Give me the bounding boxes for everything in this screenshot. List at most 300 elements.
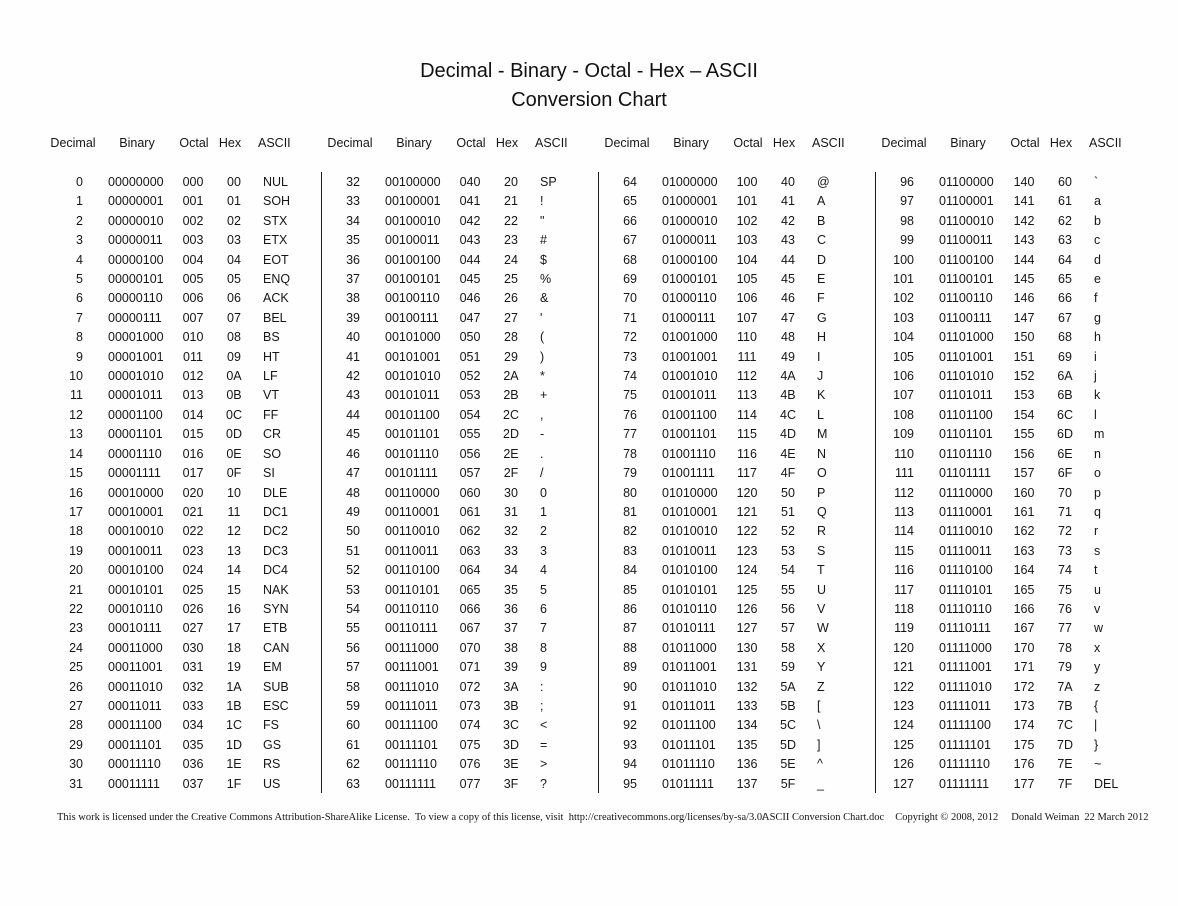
cell-decimal: 91 bbox=[623, 698, 637, 713]
cell-hex: 5A bbox=[780, 679, 796, 694]
cell-decimal: 8 bbox=[76, 330, 83, 345]
cell-hex: 3D bbox=[503, 737, 519, 752]
cell-decimal: 61 bbox=[346, 737, 360, 752]
cell-octal: 003 bbox=[182, 233, 204, 248]
cell-ascii: Q bbox=[817, 504, 827, 519]
column-header-binary: Binary bbox=[950, 136, 986, 150]
cell-ascii: Z bbox=[817, 679, 825, 694]
cell-decimal: 73 bbox=[623, 349, 637, 364]
cell-hex: 78 bbox=[1058, 640, 1072, 655]
cell-octal: 157 bbox=[1013, 466, 1035, 481]
cell-binary: 01101000 bbox=[939, 330, 994, 345]
cell-decimal: 68 bbox=[623, 252, 637, 267]
table-row bbox=[599, 173, 875, 192]
cell-binary: 00001111 bbox=[108, 466, 161, 481]
cell-binary: 01111010 bbox=[939, 679, 992, 694]
cell-hex: 54 bbox=[781, 563, 795, 578]
cell-decimal: 10 bbox=[69, 369, 83, 384]
cell-decimal: 89 bbox=[623, 660, 637, 675]
cell-binary: 00011111 bbox=[108, 776, 160, 791]
table-row bbox=[599, 581, 875, 600]
cell-decimal: 7 bbox=[76, 310, 83, 325]
cell-hex: 22 bbox=[504, 213, 518, 228]
cell-hex: 02 bbox=[227, 213, 241, 228]
cell-hex: 53 bbox=[781, 543, 795, 558]
table-row bbox=[876, 736, 1152, 755]
table-row bbox=[876, 639, 1152, 658]
cell-binary: 00011000 bbox=[108, 640, 163, 655]
cell-ascii: M bbox=[817, 427, 828, 442]
cell-binary: 01001010 bbox=[662, 369, 718, 384]
cell-hex: 05 bbox=[227, 272, 241, 287]
cell-binary: 01111001 bbox=[939, 660, 992, 675]
cell-ascii: i bbox=[1094, 349, 1097, 364]
cell-ascii: BS bbox=[263, 330, 280, 345]
cell-decimal: 74 bbox=[623, 369, 637, 384]
cell-octal: 016 bbox=[182, 446, 204, 461]
cell-decimal: 65 bbox=[623, 194, 637, 209]
cell-decimal: 116 bbox=[894, 563, 914, 578]
cell-ascii: < bbox=[540, 718, 548, 733]
cell-octal: 152 bbox=[1013, 369, 1035, 384]
table-row bbox=[876, 658, 1152, 677]
table-row bbox=[322, 348, 598, 367]
cell-ascii: ESC bbox=[263, 698, 289, 713]
table-row bbox=[322, 251, 598, 270]
cell-binary: 00001100 bbox=[108, 407, 163, 422]
cell-octal: 060 bbox=[459, 485, 481, 500]
cell-ascii: ( bbox=[540, 330, 545, 345]
cell-binary: 00110010 bbox=[385, 524, 440, 539]
cell-octal: 116 bbox=[737, 446, 757, 461]
column-header-decimal: Decimal bbox=[604, 136, 650, 150]
cell-ascii: @ bbox=[817, 175, 830, 189]
cell-decimal: 75 bbox=[623, 388, 637, 403]
cell-hex: 32 bbox=[504, 524, 518, 539]
cell-ascii: f bbox=[1094, 291, 1098, 306]
cell-decimal: 112 bbox=[894, 485, 914, 500]
cell-decimal: 85 bbox=[623, 582, 637, 597]
cell-ascii: b bbox=[1094, 213, 1101, 228]
cell-octal: 023 bbox=[182, 543, 204, 558]
cell-decimal: 46 bbox=[346, 446, 360, 461]
cell-decimal: 66 bbox=[623, 213, 637, 228]
cell-ascii: ^ bbox=[817, 757, 823, 772]
table-row bbox=[599, 348, 875, 367]
cell-binary: 00000100 bbox=[108, 252, 164, 267]
cell-ascii: j bbox=[1094, 369, 1097, 384]
cell-binary: 00101101 bbox=[385, 427, 440, 442]
cell-decimal: 103 bbox=[893, 310, 914, 325]
cell-ascii: I bbox=[817, 349, 821, 364]
cell-octal: 032 bbox=[182, 679, 204, 694]
cell-octal: 130 bbox=[736, 640, 758, 655]
table-row bbox=[876, 270, 1152, 289]
cell-ascii: c bbox=[1094, 233, 1101, 248]
table-row bbox=[599, 484, 875, 503]
cell-hex: 71 bbox=[1058, 504, 1072, 519]
cell-octal: 052 bbox=[459, 369, 481, 384]
table-row bbox=[45, 619, 321, 638]
table-row bbox=[322, 619, 598, 638]
cell-octal: 017 bbox=[182, 466, 204, 481]
table-row bbox=[599, 425, 875, 444]
table-row bbox=[45, 716, 321, 735]
cell-octal: 177 bbox=[1013, 776, 1035, 791]
cell-decimal: 88 bbox=[623, 640, 637, 655]
cell-decimal: 60 bbox=[346, 718, 360, 733]
table-row bbox=[876, 425, 1152, 444]
cell-binary: 01000000 bbox=[662, 175, 718, 189]
table-rows bbox=[599, 173, 875, 794]
cell-ascii: A bbox=[817, 194, 826, 209]
doc-name: ASCII Conversion Chart.doc bbox=[762, 812, 885, 823]
cell-binary: 00100010 bbox=[385, 213, 441, 228]
cell-binary: 01001111 bbox=[662, 466, 715, 481]
cell-hex: 28 bbox=[504, 330, 518, 345]
cell-decimal: 18 bbox=[69, 524, 83, 539]
cell-decimal: 87 bbox=[623, 621, 637, 636]
cell-hex: 37 bbox=[504, 621, 518, 636]
cell-binary: 00010100 bbox=[108, 563, 164, 578]
cell-decimal: 51 bbox=[346, 543, 360, 558]
cell-octal: 011 bbox=[183, 349, 203, 364]
cell-binary: 01101111 bbox=[939, 466, 991, 481]
cell-decimal: 15 bbox=[69, 466, 83, 481]
cell-octal: 167 bbox=[1013, 621, 1035, 636]
table-row bbox=[322, 697, 598, 716]
cell-hex: 08 bbox=[227, 330, 241, 345]
cell-octal: 105 bbox=[736, 272, 758, 287]
cell-binary: 01011110 bbox=[662, 757, 715, 772]
cell-octal: 151 bbox=[1013, 349, 1035, 364]
cell-binary: 01111101 bbox=[939, 737, 991, 752]
cell-binary: 01000011 bbox=[662, 233, 717, 248]
doc-date: 22 March 2012 bbox=[1084, 812, 1149, 823]
cell-ascii: SYN bbox=[263, 601, 289, 616]
cell-ascii: & bbox=[540, 291, 549, 306]
table-row bbox=[45, 270, 321, 289]
cell-decimal: 17 bbox=[69, 504, 83, 519]
cell-ascii: _ bbox=[817, 776, 824, 791]
cell-decimal: 21 bbox=[69, 582, 83, 597]
cell-decimal: 36 bbox=[346, 252, 360, 267]
cell-octal: 113 bbox=[737, 388, 757, 403]
table-row bbox=[599, 542, 875, 561]
cell-ascii: s bbox=[1094, 543, 1101, 558]
cell-ascii: CR bbox=[263, 427, 282, 442]
cell-hex: 6F bbox=[1057, 466, 1073, 481]
cell-decimal: 6 bbox=[76, 291, 83, 306]
table-row bbox=[876, 328, 1152, 347]
cell-hex: 18 bbox=[227, 640, 241, 655]
cell-binary: 00001110 bbox=[108, 446, 162, 461]
cell-decimal: 27 bbox=[69, 698, 83, 713]
cell-decimal: 13 bbox=[69, 427, 83, 442]
cell-decimal: 62 bbox=[346, 757, 360, 772]
cell-binary: 00010011 bbox=[108, 543, 163, 558]
cell-decimal: 30 bbox=[69, 757, 83, 772]
cell-decimal: 31 bbox=[69, 776, 83, 791]
cell-octal: 136 bbox=[736, 757, 758, 772]
cell-octal: 143 bbox=[1013, 233, 1035, 248]
cell-ascii: l bbox=[1094, 407, 1097, 422]
cell-decimal: 125 bbox=[893, 737, 914, 752]
cell-hex: 13 bbox=[227, 543, 241, 558]
cell-decimal: 20 bbox=[69, 563, 83, 578]
table-row bbox=[599, 600, 875, 619]
cell-ascii: FF bbox=[263, 407, 279, 422]
table-row bbox=[45, 309, 321, 328]
cell-binary: 00000001 bbox=[108, 194, 164, 209]
cell-binary: 00010111 bbox=[108, 621, 162, 636]
cell-ascii: ' bbox=[540, 310, 543, 325]
cell-binary: 00110011 bbox=[385, 543, 439, 558]
table-row bbox=[45, 231, 321, 250]
table-row bbox=[876, 561, 1152, 580]
cell-ascii: ~ bbox=[1094, 757, 1102, 772]
cell-binary: 01101001 bbox=[939, 349, 994, 364]
cell-hex: 0A bbox=[226, 369, 242, 384]
cell-ascii: r bbox=[1094, 524, 1099, 539]
cell-hex: 6B bbox=[1057, 388, 1073, 403]
cell-ascii: # bbox=[540, 233, 547, 248]
cell-octal: 022 bbox=[182, 524, 204, 539]
cell-octal: 044 bbox=[459, 252, 481, 267]
cell-octal: 132 bbox=[736, 679, 758, 694]
cell-binary: 00111000 bbox=[385, 640, 439, 655]
cell-octal: 117 bbox=[737, 466, 757, 481]
cell-octal: 010 bbox=[182, 330, 204, 345]
cell-binary: 01011101 bbox=[662, 737, 716, 752]
cell-ascii: DC1 bbox=[263, 504, 289, 519]
cell-octal: 173 bbox=[1013, 698, 1035, 713]
cell-hex: 4D bbox=[780, 427, 796, 442]
table-row bbox=[45, 600, 321, 619]
cell-octal: 072 bbox=[459, 679, 481, 694]
cell-hex: 06 bbox=[227, 291, 241, 306]
cell-octal: 046 bbox=[459, 291, 481, 306]
table-row bbox=[599, 464, 875, 483]
cell-ascii: S bbox=[817, 543, 826, 558]
cell-ascii: EOT bbox=[263, 252, 289, 267]
cell-decimal: 39 bbox=[346, 310, 360, 325]
cell-decimal: 26 bbox=[69, 679, 83, 694]
cell-octal: 150 bbox=[1013, 330, 1035, 345]
cell-octal: 013 bbox=[182, 388, 204, 403]
cell-octal: 161 bbox=[1013, 504, 1035, 519]
cell-hex: 7D bbox=[1057, 737, 1073, 752]
cell-hex: 7A bbox=[1057, 679, 1073, 694]
cell-hex: 4F bbox=[780, 466, 796, 481]
cell-decimal: 83 bbox=[623, 543, 637, 558]
cell-decimal: 41 bbox=[346, 349, 360, 364]
cell-binary: 01000001 bbox=[662, 194, 718, 209]
table-row bbox=[45, 697, 321, 716]
column-header-hex: Hex bbox=[1049, 136, 1073, 150]
cell-octal: 026 bbox=[182, 601, 204, 616]
cell-hex: 42 bbox=[781, 213, 795, 228]
cell-ascii: HT bbox=[263, 349, 280, 364]
cell-octal: 134 bbox=[736, 718, 758, 733]
cell-ascii: " bbox=[540, 213, 545, 228]
cell-binary: 01111011 bbox=[939, 698, 991, 713]
cell-decimal: 124 bbox=[893, 718, 914, 733]
cell-octal: 055 bbox=[459, 427, 481, 442]
cell-hex: 17 bbox=[227, 621, 241, 636]
table-row bbox=[876, 484, 1152, 503]
cell-binary: 00011010 bbox=[108, 679, 163, 694]
table-row bbox=[599, 289, 875, 308]
author-name: Donald Weiman bbox=[1011, 812, 1080, 823]
table-row bbox=[322, 581, 598, 600]
cell-hex: 46 bbox=[781, 291, 795, 306]
cell-decimal: 69 bbox=[623, 272, 637, 287]
cell-octal: 126 bbox=[736, 601, 758, 616]
cell-ascii: DC4 bbox=[263, 563, 289, 578]
cell-hex: 4B bbox=[780, 388, 796, 403]
page-title-line2: Conversion Chart bbox=[511, 89, 667, 111]
cell-octal: 071 bbox=[459, 660, 481, 675]
cell-hex: 64 bbox=[1058, 252, 1072, 267]
table-row bbox=[876, 367, 1152, 386]
cell-hex: 2A bbox=[503, 369, 519, 384]
table-row bbox=[876, 212, 1152, 231]
cell-hex: 4E bbox=[780, 446, 796, 461]
cell-ascii: v bbox=[1094, 601, 1101, 616]
cell-decimal: 42 bbox=[346, 369, 360, 384]
cell-octal: 040 bbox=[459, 175, 481, 189]
cell-binary: 00001000 bbox=[108, 330, 164, 345]
cell-binary: 00010000 bbox=[108, 485, 164, 500]
table-row bbox=[322, 270, 598, 289]
page-title bbox=[0, 57, 1178, 115]
cell-ascii: ETX bbox=[263, 233, 288, 248]
cell-binary: 00000110 bbox=[108, 291, 163, 306]
cell-hex: 39 bbox=[504, 660, 518, 675]
cell-ascii: t bbox=[1094, 563, 1098, 578]
cell-decimal: 9 bbox=[76, 349, 83, 364]
cell-decimal: 59 bbox=[346, 698, 360, 713]
cell-octal: 144 bbox=[1013, 252, 1035, 267]
cell-octal: 073 bbox=[459, 698, 481, 713]
page-title-line1: Decimal - Binary - Octal - Hex – ASCII bbox=[420, 60, 758, 82]
cell-hex: 55 bbox=[781, 582, 795, 597]
cell-octal: 155 bbox=[1013, 427, 1035, 442]
cell-binary: 01100000 bbox=[939, 175, 994, 189]
cell-octal: 127 bbox=[736, 621, 758, 636]
cell-hex: 03 bbox=[227, 233, 241, 248]
cell-decimal: 79 bbox=[623, 466, 637, 481]
table-row bbox=[599, 212, 875, 231]
cell-octal: 153 bbox=[1013, 388, 1035, 403]
cell-ascii: , bbox=[540, 407, 544, 422]
table-row bbox=[45, 581, 321, 600]
cell-decimal: 35 bbox=[346, 233, 360, 248]
cell-ascii: h bbox=[1094, 330, 1101, 345]
table-row bbox=[45, 464, 321, 483]
cell-binary: 01000110 bbox=[662, 291, 717, 306]
table-row bbox=[322, 736, 598, 755]
cell-decimal: 90 bbox=[623, 679, 637, 694]
cell-decimal: 25 bbox=[69, 660, 83, 675]
cell-hex: 5D bbox=[780, 737, 796, 752]
cell-decimal: 92 bbox=[623, 718, 637, 733]
cell-ascii: 5 bbox=[540, 582, 547, 597]
column-header-octal: Octal bbox=[456, 136, 486, 150]
cell-octal: 101 bbox=[736, 194, 758, 209]
table-row bbox=[322, 192, 598, 211]
cell-decimal: 33 bbox=[346, 194, 360, 209]
cell-decimal: 23 bbox=[69, 621, 83, 636]
table-row bbox=[599, 309, 875, 328]
cell-binary: 00011001 bbox=[108, 660, 163, 675]
table-row bbox=[45, 192, 321, 211]
cell-binary: 00100110 bbox=[385, 291, 440, 306]
cell-hex: 47 bbox=[781, 310, 795, 325]
cell-octal: 012 bbox=[182, 369, 204, 384]
cell-binary: 01001001 bbox=[662, 349, 718, 364]
table-row bbox=[45, 425, 321, 444]
cell-ascii: e bbox=[1094, 272, 1101, 287]
cell-ascii: NAK bbox=[263, 582, 289, 597]
cell-octal: 037 bbox=[182, 776, 204, 791]
cell-ascii: T bbox=[817, 563, 825, 578]
table-row bbox=[876, 755, 1152, 774]
cell-decimal: 121 bbox=[893, 660, 914, 675]
cell-hex: 26 bbox=[504, 291, 518, 306]
cell-binary: 00101111 bbox=[385, 466, 438, 481]
footer-right bbox=[762, 812, 1149, 823]
cell-hex: 0E bbox=[226, 446, 242, 461]
cell-decimal: 120 bbox=[893, 640, 914, 655]
cell-ascii: ; bbox=[540, 698, 544, 713]
cell-ascii: + bbox=[540, 388, 548, 403]
cell-hex: 35 bbox=[504, 582, 518, 597]
table-row bbox=[599, 755, 875, 774]
table-row bbox=[322, 522, 598, 541]
table-row bbox=[876, 619, 1152, 638]
table-row bbox=[599, 697, 875, 716]
column-header-ascii: ASCII bbox=[812, 136, 845, 150]
table-row bbox=[322, 425, 598, 444]
cell-binary: 00010010 bbox=[108, 524, 164, 539]
table-row bbox=[45, 328, 321, 347]
cell-hex: 34 bbox=[504, 563, 518, 578]
cell-binary: 01100100 bbox=[939, 252, 994, 267]
cell-ascii: J bbox=[817, 369, 824, 384]
cell-ascii: E bbox=[817, 272, 826, 287]
cell-binary: 00111011 bbox=[385, 698, 438, 713]
cell-binary: 01001000 bbox=[662, 330, 718, 345]
cell-hex: 01 bbox=[227, 194, 241, 209]
cell-decimal: 11 bbox=[70, 388, 83, 403]
cell-ascii: g bbox=[1094, 310, 1101, 325]
cell-binary: 01011111 bbox=[662, 776, 714, 791]
cell-hex: 0D bbox=[226, 427, 242, 442]
cell-octal: 063 bbox=[459, 543, 481, 558]
cell-hex: 36 bbox=[504, 601, 518, 616]
cell-binary: 00111101 bbox=[385, 737, 438, 752]
table-row bbox=[876, 542, 1152, 561]
cell-ascii: 6 bbox=[540, 601, 547, 616]
cell-octal: 021 bbox=[182, 504, 204, 519]
cell-hex: 1A bbox=[226, 679, 242, 694]
cell-binary: 01101101 bbox=[939, 427, 993, 442]
cell-ascii: LF bbox=[263, 369, 278, 384]
conversion-table bbox=[45, 136, 1152, 794]
cell-ascii: NUL bbox=[263, 175, 289, 189]
